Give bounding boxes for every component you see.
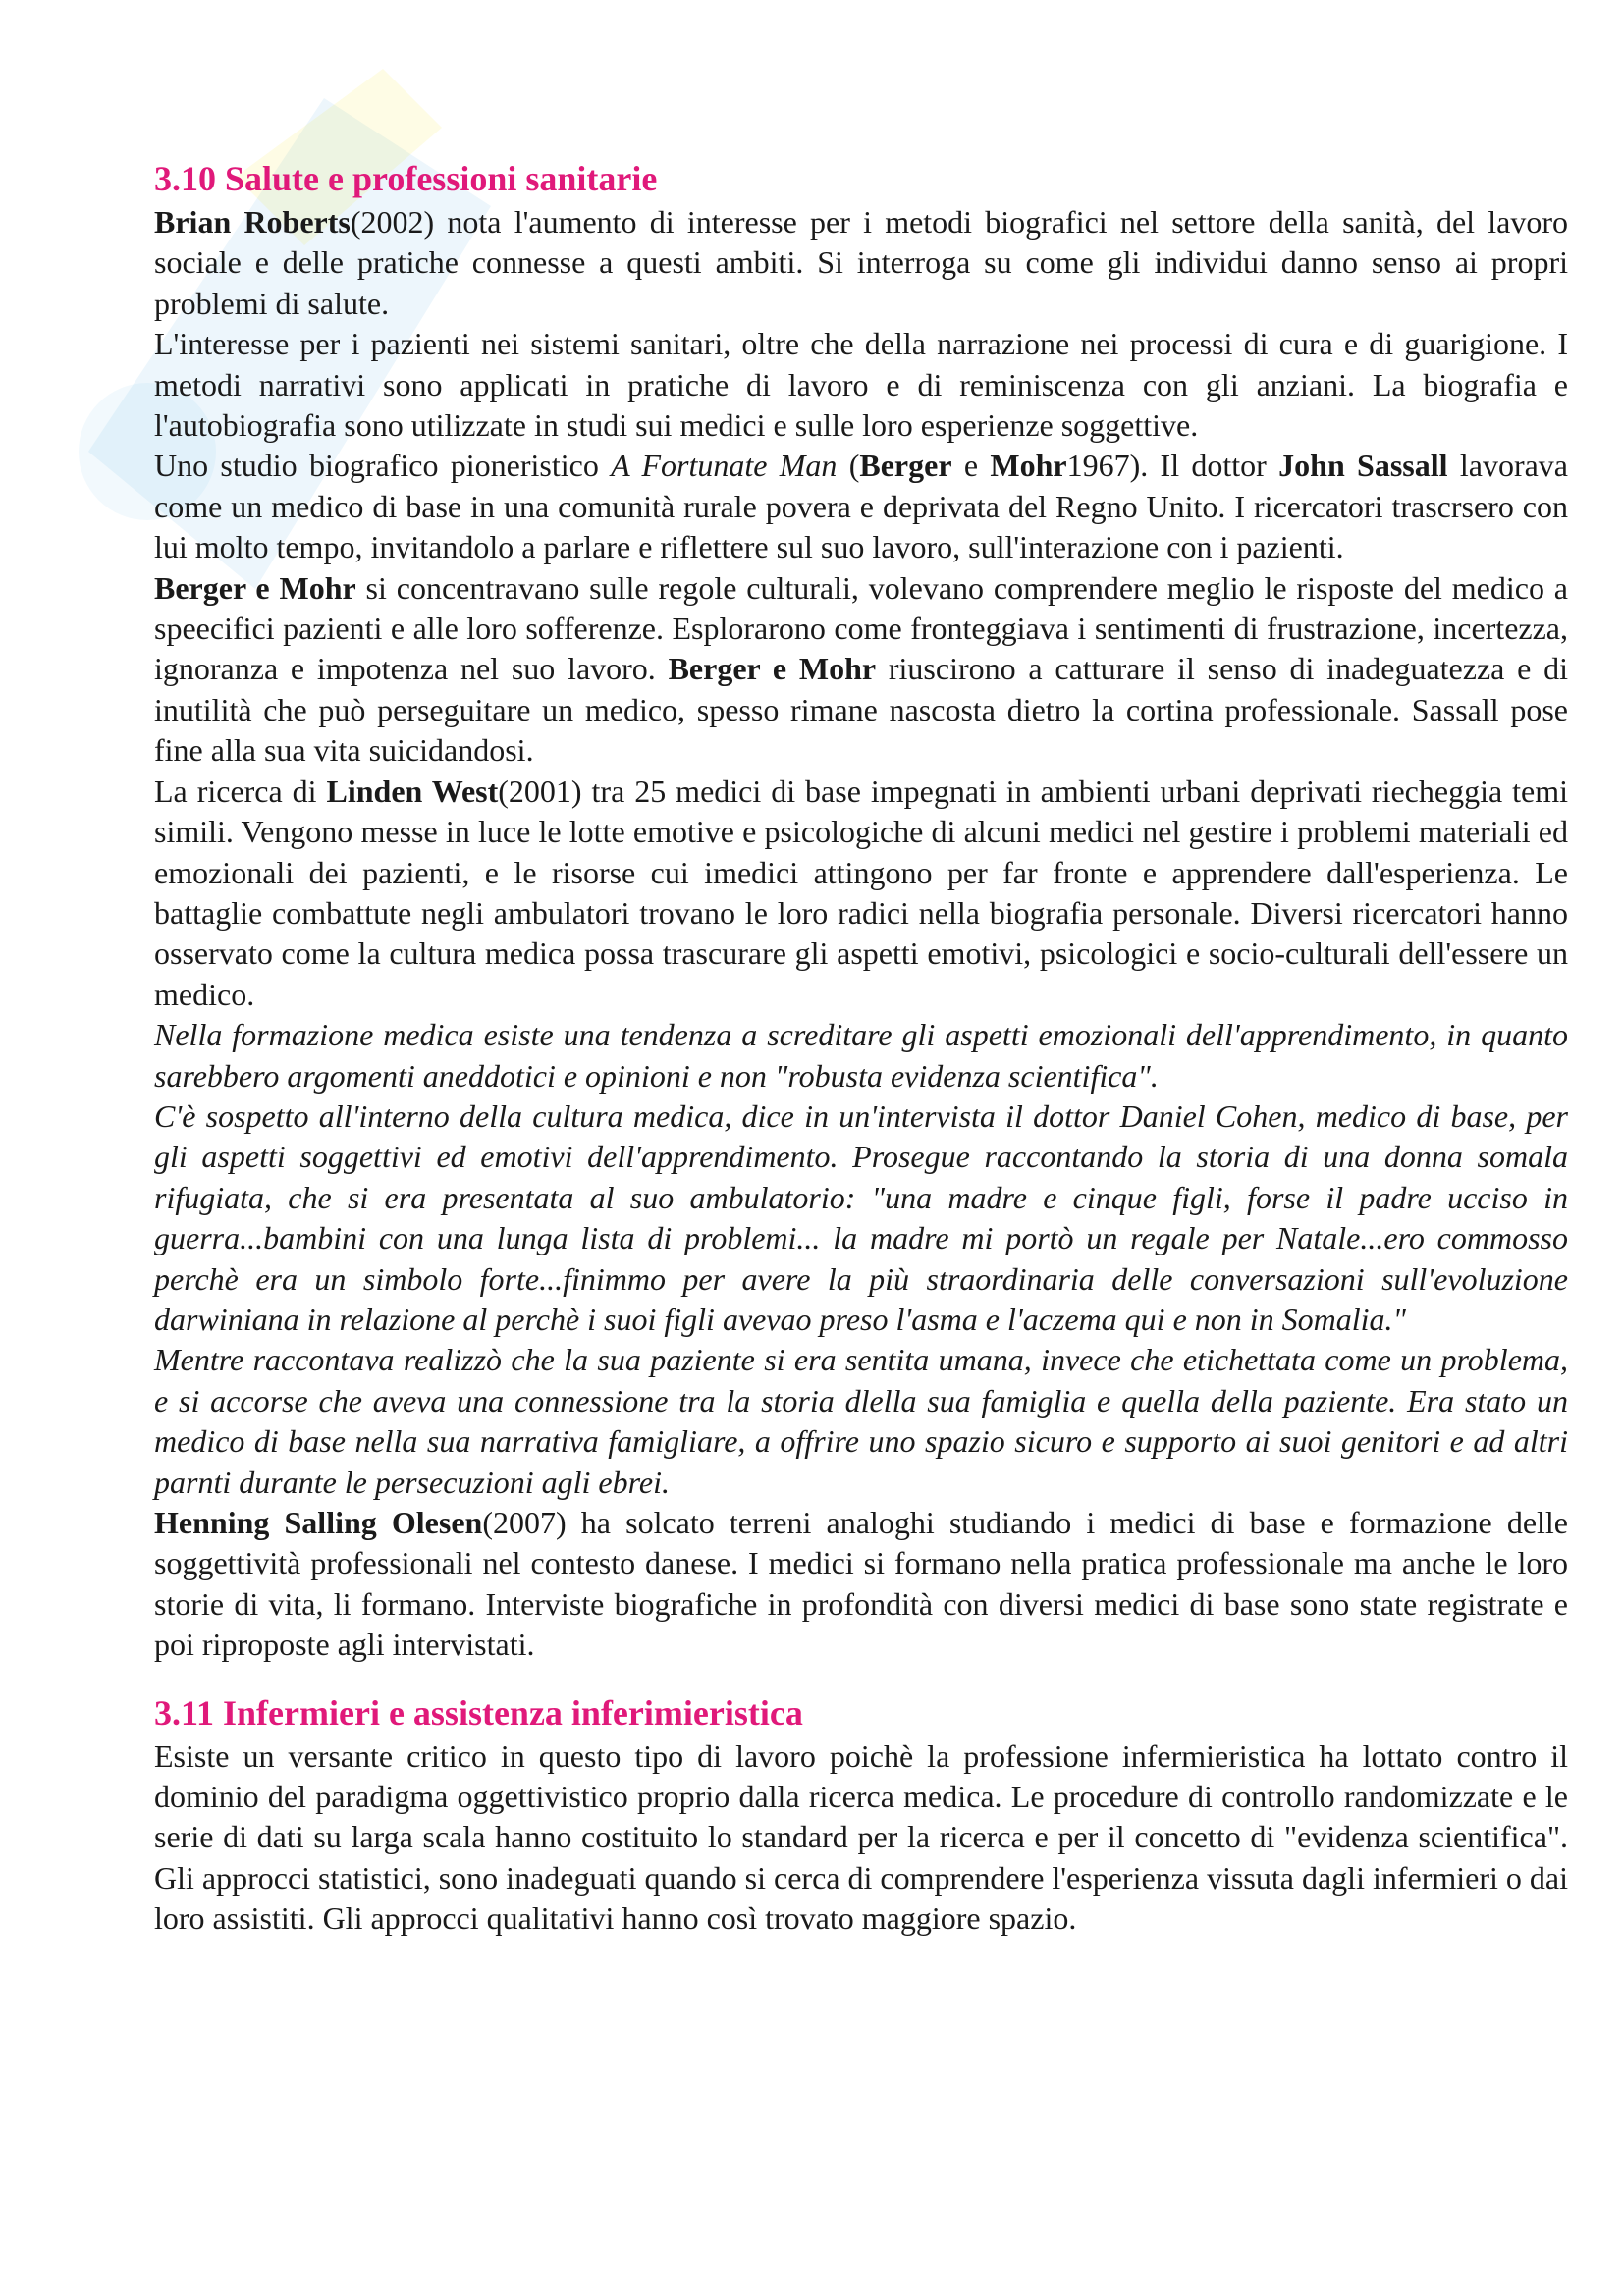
- author-name: Henning Salling Olesen: [154, 1505, 483, 1540]
- book-title: A Fortunate Man: [611, 448, 838, 484]
- paragraph-fortunate-man: Uno studio biografico pioneristico A Fortunate Man (Berger e Mohr1967). Il dottor John Sassall lavorava come un medico di base in una comunità rurale povera e deprivata del Regno Unito. I ricercatori trascrsero con lui molto tempo, invitandolo a parlare e riflettere sul suo lavoro, sull'interazione con i pazienti.: [154, 448, 1568, 565]
- paragraph-italic-formazione: Nella formazione medica esiste una tendenza a screditare gli aspetti emozionali dell'apprendimento, in quanto sarebbero argomenti aneddotici e opinioni e non "robusta evidenza scientifica".: [154, 1017, 1568, 1094]
- paragraph-italic-raccontava: Mentre raccontava realizzò che la sua paziente si era sentita umana, invece che etichettata come un problema, e si accorse che aveva una connessione tra la storia dlella sua famiglia e quella della paziente. Era stato un medico di base nella sua narrativa famigliare, a offrire uno spazio sicuro e supporto ai suoi genitori e ad altri parnti durante le persecuzioni agli ebrei.: [154, 1342, 1568, 1500]
- person-name: John Sassall: [1278, 448, 1448, 484]
- author-name: Berger: [859, 448, 952, 484]
- author-name: Berger e Mohr: [154, 569, 356, 606]
- paragraph-roberts: Brian Roberts(2002) nota l'aumento di interesse per i metodi biografici nel settore della sanità, del lavoro sociale e delle pratiche connesse a questi ambiti. Si interroga su come gli individui danno senso ai propri problemi di salute.: [154, 204, 1569, 321]
- author-name: Brian Roberts: [154, 204, 351, 240]
- author-name: Mohr: [990, 448, 1067, 484]
- section-heading-3-10: 3.10 Salute e professioni sanitarie: [154, 159, 658, 198]
- paragraph-italic-cohen: C'è sospetto all'interno della cultura medica, dice in un'intervista il dottor Daniel Cohen, medico di base, per gli aspetti soggettivi ed emotivi dell'apprendimento. Prosegue raccontando la storia di una donna somala rifugiata, che si era presentata al suo ambulatorio: "una madre e cinque figli, forse il padre ucciso in guerra...bambini con una lunga lista di problemi... la madre mi portò un regale per Natale...ero commosso perchè era un simbolo forte...finimmo per avere la più straordinaria delle conversazioni sull'evoluzione darwiniana in relazione al perchè i suoi figli avevao preso l'asma e l'aczema qui e non in Somalia.": [154, 1097, 1568, 1337]
- document-page: [154, 157, 1568, 1940]
- author-name: Berger e Mohr: [668, 651, 877, 687]
- author-name: Linden West: [326, 773, 499, 809]
- paragraph-berger-mohr: Berger e Mohr si concentravano sulle regole culturali, volevano comprendere meglio le risposte del medico a speecifici pazienti e alle loro sofferenze. Esplorarono come fronteggiava i sentimenti di frustrazione, incertezza, ignoranza e impotenza nel suo lavoro. Berger e Mohr riuscirono a catturare il senso di inadeguatezza e di inutilità che può perseguitare un medico, spesso rimane nascosta dietro la cortina professionale. Sassall pose fine alla sua vita suicidandosi.: [154, 569, 1569, 769]
- paragraph-olesen: Henning Salling Olesen(2007) ha solcato terreni analoghi studiando i medici di base e formazione delle soggettività professionali nel contesto danese. I medici si formano nella pratica professionale ma anche le loro storie di vita, li formano. Interviste biografiche in profondità con diversi medici di base sono state registrate e poi riproposte agli intervistati.: [154, 1505, 1569, 1663]
- paragraph-infermieri: Esiste un versante critico in questo tipo di lavoro poichè la professione infermieristica ha lottato contro il dominio del paradigma oggettivistico proprio dalla ricerca medica. Le procedure di controllo randomizzate e le serie di dati su larga scala hanno costituito lo standard per la ricerca e per il concetto di "evidenza scientifica". Gli approcci statistici, sono inadeguati quando si cerca di comprendere l'esperienza vissuta dagli infermieri o dai loro assistiti. Gli approcci qualitativi hanno così trovato maggiore spazio.: [154, 1737, 1568, 1937]
- paragraph-linden-west: La ricerca di Linden West(2001) tra 25 medici di base impegnati in ambienti urbani deprivati riecheggia temi simili. Vengono messe in luce le lotte emotive e psicologiche di alcuni medici nel gestire i problemi materiali ed emozionali dei pazienti, e le risorse cui imedici attingono per far fronte e apprendere dall'esperienza. Le battaglie combattute negli ambulatori trovano le loro radici nella biografia personale. Diversi ricercatori hanno osservato come la cultura medica possa trascurare gli aspetti emotivi, psicologici e socio-culturali dell'essere un medico.: [154, 773, 1569, 1012]
- paragraph-interest: L'interesse per i pazienti nei sistemi sanitari, oltre che della narrazione nei processi di cura e di guarigione. I metodi narrativi sono applicati in pratiche di lavoro e di reminiscenza con gli anziani. La biografia e l'autobiografia sono utilizzate in studi sui medici e sulle loro esperienze soggettive.: [154, 326, 1568, 444]
- section-heading-3-11: 3.11 Infermieri e assistenza inferimieristica: [154, 1692, 803, 1733]
